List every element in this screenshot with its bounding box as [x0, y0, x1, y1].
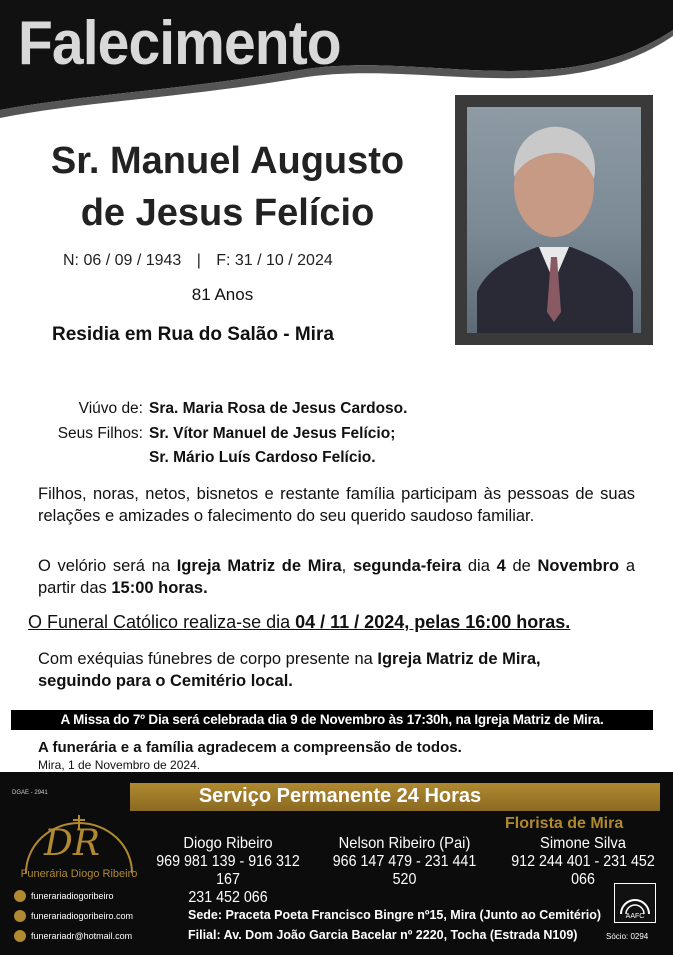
announcement-paragraph: Filhos, noras, netos, bisnetos e restante família participam às pessoas de suas relações e amizades o falecimento do seu querido saudoso familiar. — [38, 485, 635, 525]
contact-phones: 966 147 479 - 231 441 520 — [332, 853, 477, 888]
birth-date: N: 06 / 09 / 1943 — [63, 252, 182, 269]
spouse-name: Sra. Maria Rosa de Jesus Cardoso. — [149, 400, 408, 417]
children-label: Seus Filhos: — [57, 425, 143, 442]
contact-phones-2: 231 452 066 — [188, 889, 268, 906]
wake-text-1: O velório será na — [38, 557, 177, 575]
wake-text-2: , — [341, 557, 353, 575]
deceased-name-line2: de Jesus Felício — [80, 192, 375, 234]
exequias-church: Igreja Matriz de Mira, — [377, 650, 541, 668]
aafc-text: AAFC — [625, 913, 645, 920]
child-name-1: Sr. Vítor Manuel de Jesus Felício; — [149, 425, 396, 442]
logo-letters: DR — [44, 823, 100, 864]
funeral-line — [28, 612, 570, 633]
wake-month: Novembro — [537, 557, 620, 575]
socio-number: Sócio: 0294 — [606, 932, 649, 941]
email-icon — [14, 930, 26, 942]
aafc-icon — [615, 884, 655, 922]
portrait-photo — [467, 107, 641, 333]
contact-diogo — [154, 835, 301, 907]
death-date: F: 31 / 10 / 2024 — [216, 252, 333, 269]
spouse-label: Viúvo de: — [78, 400, 143, 417]
wake-day: 4 — [496, 557, 506, 575]
instagram-handle: funerariadiogoribeiro — [31, 891, 114, 901]
contact-name: Simone Silva — [540, 835, 626, 852]
wake-paragraph — [38, 555, 635, 599]
exequias-paragraph — [38, 648, 635, 692]
address-filial: Filial: Av. Dom João Garcia Bacelar nº 2220, Tocha (Estrada N109) — [188, 928, 578, 942]
page-title: Falecimento — [18, 9, 341, 78]
life-dates — [63, 252, 333, 270]
thanks-line: A funerária e a família agradecem a compreensão de todos. — [38, 739, 462, 756]
wake-text-5: a partir das — [38, 557, 635, 597]
social-instagram[interactable] — [14, 890, 114, 902]
portrait-frame — [455, 95, 653, 345]
aafc-logo — [614, 883, 656, 923]
wake-time: 15:00 horas. — [111, 579, 208, 597]
contact-name: Diogo Ribeiro — [183, 835, 273, 852]
website-url: funerariadiogoribeiro.com — [31, 911, 134, 921]
contact-nelson — [329, 835, 481, 889]
wake-weekday: segunda-feira — [352, 557, 462, 575]
exequias-text: Com exéquias fúnebres de corpo presente na — [38, 650, 378, 668]
contact-phones: 969 981 139 - 916 312 167 — [156, 853, 300, 888]
seventh-day-mass-banner: A Missa do 7º Dia será celebrada dia 9 de Novembro às 17:30h, na Igreja Matriz de Mira. — [11, 710, 653, 730]
florista-title: Florista de Mira — [505, 815, 624, 832]
contact-phones: 912 244 401 - 231 452 066 — [511, 853, 655, 888]
wake-church: Igreja Matriz de Mira — [176, 557, 342, 575]
social-email[interactable] — [14, 930, 132, 942]
instagram-icon — [14, 890, 26, 902]
wake-text-3: dia — [461, 557, 497, 575]
social-website[interactable] — [14, 910, 133, 922]
date-separator: | — [196, 252, 201, 269]
dgae-number: DGAE - 2941 — [12, 790, 48, 796]
funeral-date-time: 04 / 11 / 2024, pelas 16:00 horas. — [295, 612, 571, 632]
deceased-name-line1: Sr. Manuel Augusto — [50, 140, 405, 182]
wake-text-4: de — [505, 557, 538, 575]
contact-name: Nelson Ribeiro (Pai) — [338, 835, 471, 852]
age: 81 Anos — [191, 285, 254, 304]
address-sede: Sede: Praceta Poeta Francisco Bingre nº15, Mira (Junto ao Cemitério) — [188, 908, 602, 922]
funeral-text: O Funeral Católico realiza-se dia — [28, 612, 296, 632]
child-name-2: Sr. Mário Luís Cardoso Felício. — [149, 449, 376, 466]
service-text: Serviço Permanente 24 Horas — [198, 785, 482, 807]
email-address: funerariadr@hotmail.com — [31, 931, 133, 941]
contact-simone — [507, 835, 660, 889]
portrait-silhouette — [467, 107, 641, 333]
facebook-icon — [14, 910, 26, 922]
brand-name: Funerária Diogo Ribeiro — [20, 868, 138, 880]
place-date: Mira, 1 de Novembro de 2024. — [38, 758, 201, 772]
residence: Residia em Rua do Salão - Mira — [52, 324, 334, 345]
exequias-cemetery: seguindo para o Cemitério local. — [38, 672, 293, 690]
